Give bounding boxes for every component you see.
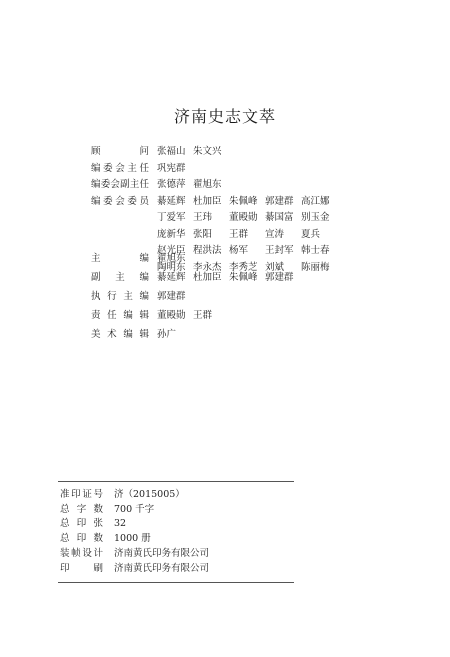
colophon-label: 装帧设计 xyxy=(60,547,103,559)
role-label: 编委会主任 xyxy=(91,162,149,174)
person-name: 董殿勋 xyxy=(157,310,186,321)
person-name: 綦延辉 xyxy=(157,195,186,207)
role-names xyxy=(157,290,193,304)
person-name: 陶明东 xyxy=(157,261,186,273)
role-names xyxy=(157,211,337,225)
role-label: 执行主编 xyxy=(91,291,149,302)
person-name: 董殿勋 xyxy=(229,212,258,223)
book-title: 济南史志文萃 xyxy=(173,107,276,126)
person-name: 王群 xyxy=(229,228,249,240)
person-name: 丁爱军 xyxy=(157,212,186,223)
person-name: 夏兵 xyxy=(301,228,321,240)
role-label: 美术编辑 xyxy=(91,329,149,340)
person-name: 郭建群 xyxy=(157,291,186,302)
person-name: 高江娜 xyxy=(301,195,330,207)
role-names xyxy=(157,162,193,176)
person-name: 孙广 xyxy=(157,329,177,340)
person-name: 翟旭东 xyxy=(193,179,222,190)
person-name: 刘斌 xyxy=(265,261,285,273)
role-label: 顾问 xyxy=(91,146,149,157)
person-name: 郭建群 xyxy=(265,195,294,207)
person-name: 郭建群 xyxy=(265,272,294,283)
person-name: 朱佩峰 xyxy=(229,272,258,283)
person-name: 庞新华 xyxy=(157,228,186,240)
role-names xyxy=(157,328,193,342)
person-name: 翟旭东 xyxy=(157,253,186,264)
role-names xyxy=(157,145,229,159)
colophon-label: 总印张 xyxy=(60,518,103,530)
person-name: 李秀芝 xyxy=(229,261,258,273)
person-name: 朱文兴 xyxy=(193,146,222,157)
role-label: 副主编 xyxy=(91,272,149,283)
person-name: 张阳 xyxy=(193,228,213,240)
role-label: 主编 xyxy=(91,253,149,264)
person-name: 巩宪群 xyxy=(157,162,186,174)
role-label: 责任编辑 xyxy=(91,310,149,321)
person-name: 王玮 xyxy=(193,212,213,223)
role-names xyxy=(157,309,229,323)
person-name: 杨军 xyxy=(229,245,249,256)
bottom-rule xyxy=(58,582,294,583)
person-name: 陈丽梅 xyxy=(301,261,330,273)
colophon-value: 济（2015005） xyxy=(114,489,185,500)
person-name: 綦延辉 xyxy=(157,272,186,283)
colophon-value: 32 xyxy=(114,518,127,530)
role-names xyxy=(157,252,193,266)
person-name: 李永杰 xyxy=(193,261,222,273)
person-name: 杜加臣 xyxy=(193,272,222,283)
person-name: 王群 xyxy=(193,310,213,321)
colophon-label: 总字数 xyxy=(60,503,103,515)
person-name: 赵光臣 xyxy=(157,245,186,256)
role-names xyxy=(157,271,301,285)
top-rule xyxy=(58,481,294,482)
person-name: 张德萍 xyxy=(157,179,186,190)
colophon-label: 印刷 xyxy=(60,562,103,574)
role-names xyxy=(157,228,337,242)
role-names xyxy=(157,195,337,209)
person-name: 程洪法 xyxy=(193,245,222,256)
colophon-value: 济南黄氏印务有限公司 xyxy=(114,547,210,559)
person-name: 朱佩峰 xyxy=(229,195,258,207)
role-label: 编委会副主任 xyxy=(91,179,149,190)
person-name: 张福山 xyxy=(157,146,186,157)
role-names xyxy=(157,178,229,192)
person-name: 王封军 xyxy=(265,245,294,256)
person-name: 綦国富 xyxy=(265,212,294,223)
colophon-label: 总印数 xyxy=(60,533,103,545)
role-label: 编委会委员 xyxy=(91,195,149,207)
person-name: 宣涛 xyxy=(265,228,285,240)
colophon-value: 济南黄氏印务有限公司 xyxy=(114,562,210,574)
colophon-label: 准印证号 xyxy=(60,489,103,500)
person-name: 杜加臣 xyxy=(193,195,222,207)
person-name: 别玉金 xyxy=(301,212,330,223)
colophon-value: 1000 册 xyxy=(114,533,151,545)
colophon-value: 700 千字 xyxy=(114,503,155,515)
person-name: 韩士春 xyxy=(301,245,330,256)
